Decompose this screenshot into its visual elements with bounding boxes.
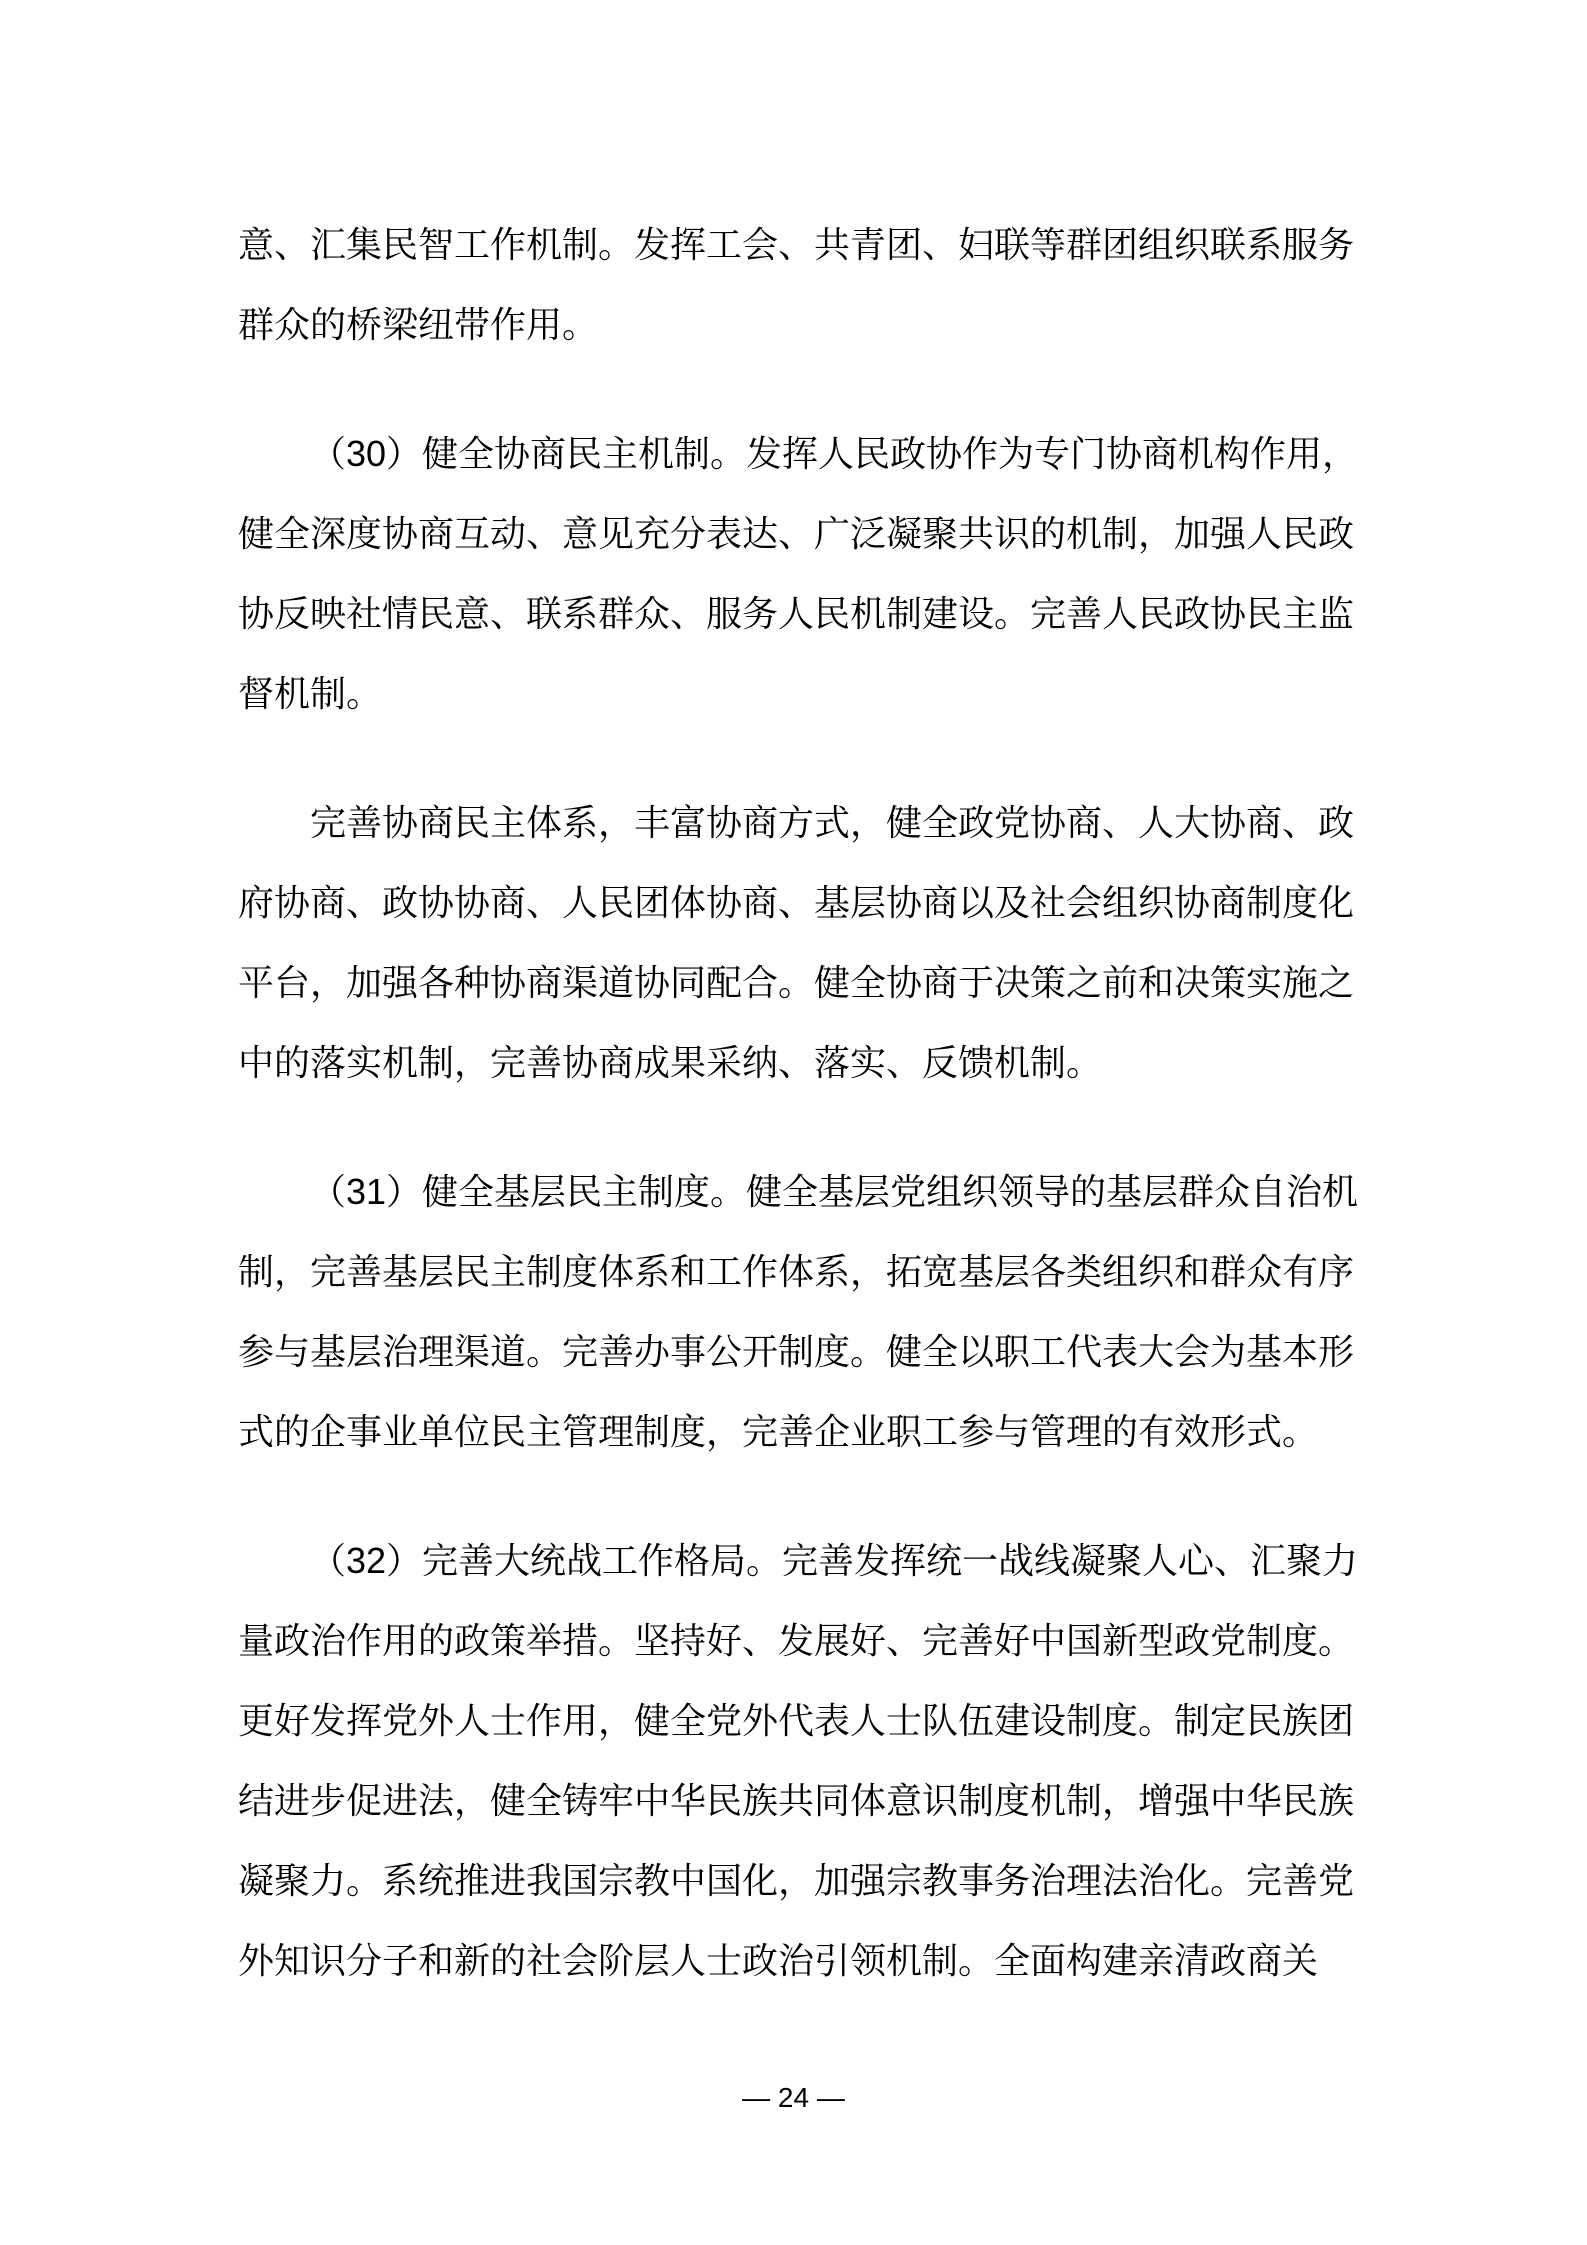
paragraph-line: 完善协商民主体系，丰富协商方式，健全政党协商、人大协商、政 — [310, 802, 1355, 843]
page-number: — 24 — — [742, 2082, 845, 2113]
paragraph-line: 意、汇集民智工作机制。发挥工会、共青团、妇联等群团组织联系服务 — [238, 224, 1355, 265]
paragraph-line: （32）完善大统战工作格局。完善发挥统一战线凝聚人心、汇聚力 — [310, 1540, 1359, 1581]
paragraph-line: 健全深度协商互动、意见充分表达、广泛凝聚共识的机制，加强人民政 — [238, 513, 1355, 554]
paragraph-line: （31）健全基层民主制度。健全基层党组织领导的基层群众自治机 — [310, 1171, 1359, 1212]
paragraph — [238, 1521, 1359, 2001]
paragraph-line: 协反映社情民意、联系群众、服务人民机制建设。完善人民政协民主监 — [238, 593, 1355, 634]
paragraph-line: 中的落实机制，完善协商成果采纳、落实、反馈机制。 — [238, 1042, 1103, 1083]
paragraph-line: 督机制。 — [238, 673, 383, 714]
paragraph-line: 外知识分子和新的社会阶层人士政治引领机制。全面构建亲清政商关 — [238, 1940, 1319, 1981]
paragraph-line: 群众的桥梁纽带作用。 — [238, 304, 599, 345]
document-body — [238, 205, 1359, 2001]
paragraph-line: 结进步促进法，健全铸牢中华民族共同体意识制度机制，增强中华民族 — [238, 1780, 1355, 1821]
paragraph-line: 量政治作用的政策举措。坚持好、发展好、完善好中国新型政党制度。 — [238, 1620, 1355, 1661]
paragraph-line: 更好发挥党外人士作用，健全党外代表人士队伍建设制度。制定民族团 — [238, 1700, 1355, 1741]
paragraph-line: 制，完善基层民主制度体系和工作体系，拓宽基层各类组织和群众有序 — [238, 1251, 1355, 1292]
paragraph — [238, 783, 1354, 1103]
paragraph — [238, 414, 1359, 734]
paragraph-line: 府协商、政协协商、人民团体协商、基层协商以及社会组织协商制度化 — [238, 882, 1355, 923]
paragraph-line: （30）健全协商民主机制。发挥人民政协作为专门协商机构作用， — [310, 433, 1359, 474]
paragraph-line: 平台，加强各种协商渠道协同配合。健全协商于决策之前和决策实施之 — [238, 962, 1355, 1003]
paragraph — [238, 205, 1354, 365]
paragraph — [238, 1152, 1359, 1472]
paragraph-line: 参与基层治理渠道。完善办事公开制度。健全以职工代表大会为基本形 — [238, 1331, 1355, 1372]
paragraph-line: 式的企事业单位民主管理制度，完善企业职工参与管理的有效形式。 — [238, 1411, 1319, 1452]
paragraph-line: 凝聚力。系统推进我国宗教中国化，加强宗教事务治理法治化。完善党 — [238, 1860, 1355, 1901]
